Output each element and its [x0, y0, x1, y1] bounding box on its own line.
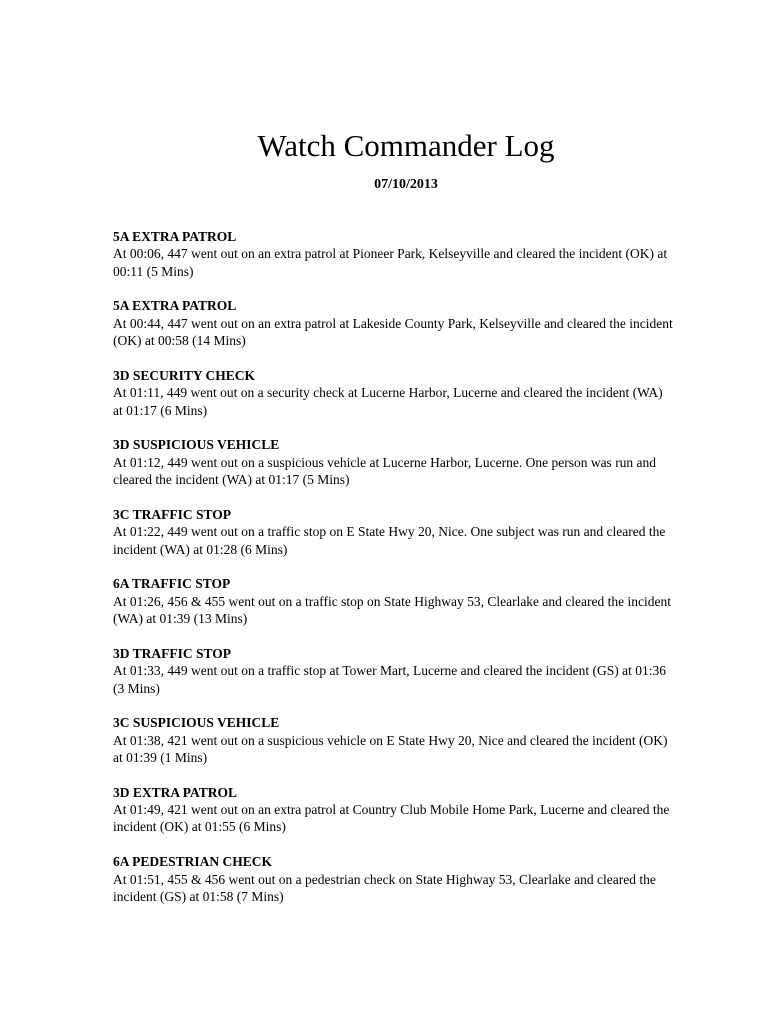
log-date: 07/10/2013 — [374, 177, 438, 192]
log-entry — [113, 575, 673, 627]
log-entry — [113, 645, 673, 697]
log-entry-body: At 01:33, 449 went out on a traffic stop at Tower Mart, Lucerne and cleared the incident (GS) at 01:36 (3 Mins) — [113, 663, 667, 696]
log-entry-body: At 01:38, 421 went out on a suspicious vehicle on E State Hwy 20, Nice and cleared the incident (OK) at 01:39 (1 Mins) — [113, 732, 668, 765]
log-entry-body: At 00:44, 447 went out on an extra patrol at Lakeside County Park, Kelseyville and cleared the incident (OK) at 00:58 (14 Mins) — [113, 315, 673, 349]
log-entry-body: At 01:12, 449 went out on a suspicious vehicle at Lucerne Harbor, Lucerne. One person was run and cleared the incident (WA) at 01:17 (5 Mins) — [113, 454, 657, 488]
log-entry-heading: 3D TRAFFIC STOP — [113, 645, 232, 661]
log-entry-body: At 01:22, 449 went out on a traffic stop on E State Hwy 20, Nice. One subject was run and cleared the incident (WA) at 01:28 (6 Mins) — [113, 524, 666, 557]
log-entry — [113, 714, 673, 766]
log-entries-list — [113, 228, 673, 923]
log-entry — [113, 506, 673, 558]
log-entry — [113, 367, 673, 419]
log-entry-heading: 6A TRAFFIC STOP — [113, 576, 231, 592]
log-entry-body: At 00:06, 447 went out on an extra patrol at Pioneer Park, Kelseyville and cleared the incident (OK) at 00:11 (5 Mins) — [113, 246, 668, 279]
log-entry — [113, 297, 673, 349]
log-entry-body: At 01:51, 455 & 456 went out on a pedestrian check on State Highway 53, Clearlake and cleared the incident (GS) at 01:58 (7 Mins) — [113, 871, 656, 904]
log-entry-heading: 3D SUSPICIOUS VEHICLE — [113, 437, 280, 453]
log-entry-heading: 5A EXTRA PATROL — [113, 229, 237, 244]
log-entry — [113, 228, 673, 280]
log-entry — [113, 784, 673, 836]
log-entry — [113, 436, 673, 488]
log-entry-heading: 6A PEDESTRIAN CHECK — [113, 854, 273, 870]
log-entry-heading: 3D EXTRA PATROL — [113, 784, 238, 800]
log-entry — [113, 853, 673, 905]
log-entry-body: At 01:11, 449 went out on a security check at Lucerne Harbor, Lucerne and cleared the incident (WA) at 01:17 (6 Mins) — [113, 385, 663, 418]
log-entry-heading: 3C SUSPICIOUS VEHICLE — [113, 715, 280, 731]
log-entry-heading: 3C TRAFFIC STOP — [113, 506, 232, 522]
log-entry-body: At 01:26, 456 & 455 went out on a traffic stop on State Highway 53, Clearlake and cleared the incident (WA) at 01:39 (13 Mins) — [113, 593, 671, 627]
log-entry-body: At 01:49, 421 went out on an extra patrol at Country Club Mobile Home Park, Lucerne and cleared the incident (OK) at 01:55 (6 Mins) — [113, 802, 670, 835]
log-entry-heading: 5A EXTRA PATROL — [113, 298, 237, 314]
document-title: Watch Commander Log — [257, 128, 555, 163]
log-entry-heading: 3D SECURITY CHECK — [113, 367, 256, 383]
